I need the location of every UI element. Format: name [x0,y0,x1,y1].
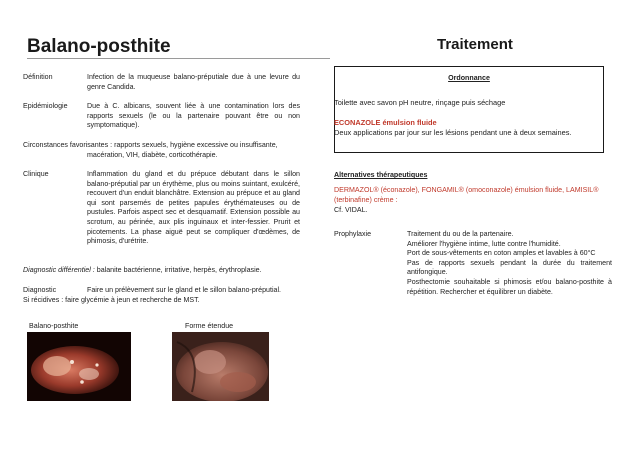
prescription-heading: Ordonnance [448,74,490,82]
diagnosis-text: Faire un prélèvement sur le gland et le sillon balano-préputial. [87,286,282,294]
definition-body: Infection de la muqueuse balano-préputiale due à une levure du genre Candida. [87,73,300,91]
alternatives-heading: Alternatives thérapeutiques [334,171,428,179]
prophylaxis-item: Pas de rapports sexuels pendant la durée du traitement antifongique. [407,258,612,277]
prophylaxis-item: Améliorer l'hygiène intime, lutte contre l'humidité. [407,239,561,248]
clinical-text: Inflammation du gland et du prépuce débutant dans le sillon balano-préputial par un érythème, plus ou moins suintant, exulcéré, recouvert d'un enduit blanchâtre. Extension au prépuce et au gland qui sont parsemés de petites papules érythémateuses ou de pustules. Parfois aspect sec et desquamatif. Extension possible au scrotum, au périnée, aux plis inguinaux et inter-fessier. Prurit et picotements. La phase aiguë peut se compliquer d'œdèmes, de phimosis, d'urétrite. [87,170,300,246]
differential-block [23,266,323,276]
circumstances-label: Circonstances favorisantes : [23,141,113,149]
circumstances-line2: macération, VIH, diabète, corticothérapie. [87,151,218,159]
prescription-line2: Deux applications par jour sur les lésions pendant une à deux semaines. [334,128,572,137]
differential-label: Diagnostic différentiel : [23,266,95,274]
prophylaxis-item: Port de sous-vêtements en coton amples et lavables à 60°C [407,249,596,258]
alternatives-line2: (terbinafine) crème : [334,196,398,204]
prescription-drug: ECONAZOLE émulsion fluide [334,118,437,127]
treatment-title: Traitement [437,36,513,53]
prophylaxis-item: Traitement du ou de la partenaire. [407,230,514,238]
circumstances-block [23,141,323,151]
page-title: Balano-posthite [27,36,171,57]
title-divider [27,58,330,59]
photo-caption-1: Balano-posthite [29,322,79,330]
circumstances-line1: rapports sexuels, hygiène excessive ou insuffisante, [114,141,278,149]
definition-text [87,73,300,92]
alternatives-line3: Cf. VIDAL. [334,206,368,214]
photo-caption-2: Forme étendue [185,322,234,330]
prophylaxis-list [407,230,612,297]
clinical-label: Clinique [23,170,49,178]
clinical-photo-1 [27,332,131,401]
differential-text: balanite bactérienne, irritative, herpès, érythroplasie. [96,266,262,274]
prophylaxis-label: Prophylaxie [334,230,372,238]
clinical-photo-2 [172,332,269,401]
alternatives-line1: DERMAZOL® (éconazole), FONGAMIL® (omoconazole) émulsion fluide, LAMISIL® [334,186,599,194]
diagnosis-label: Diagnostic [23,286,57,294]
prescription-line1: Toilette avec savon pH neutre, rinçage puis séchage [334,98,506,107]
definition-label: Définition [23,73,53,81]
epidemiology-text: Due à C. albicans, souvent liée à une contamination lors des rapports sexuels (le ou la partenaire pouvant être ou non symptomatique). [87,102,300,130]
diagnosis-recurrence: Si récidives : faire glycémie à jeun et recherche de MST. [23,296,200,304]
epidemiology-label: Epidémiologie [23,102,68,110]
prophylaxis-item: Posthectomie souhaitable si phimosis et/ou balano-posthite à répétition. Rechercher et équilibrer un diabète. [407,277,612,296]
